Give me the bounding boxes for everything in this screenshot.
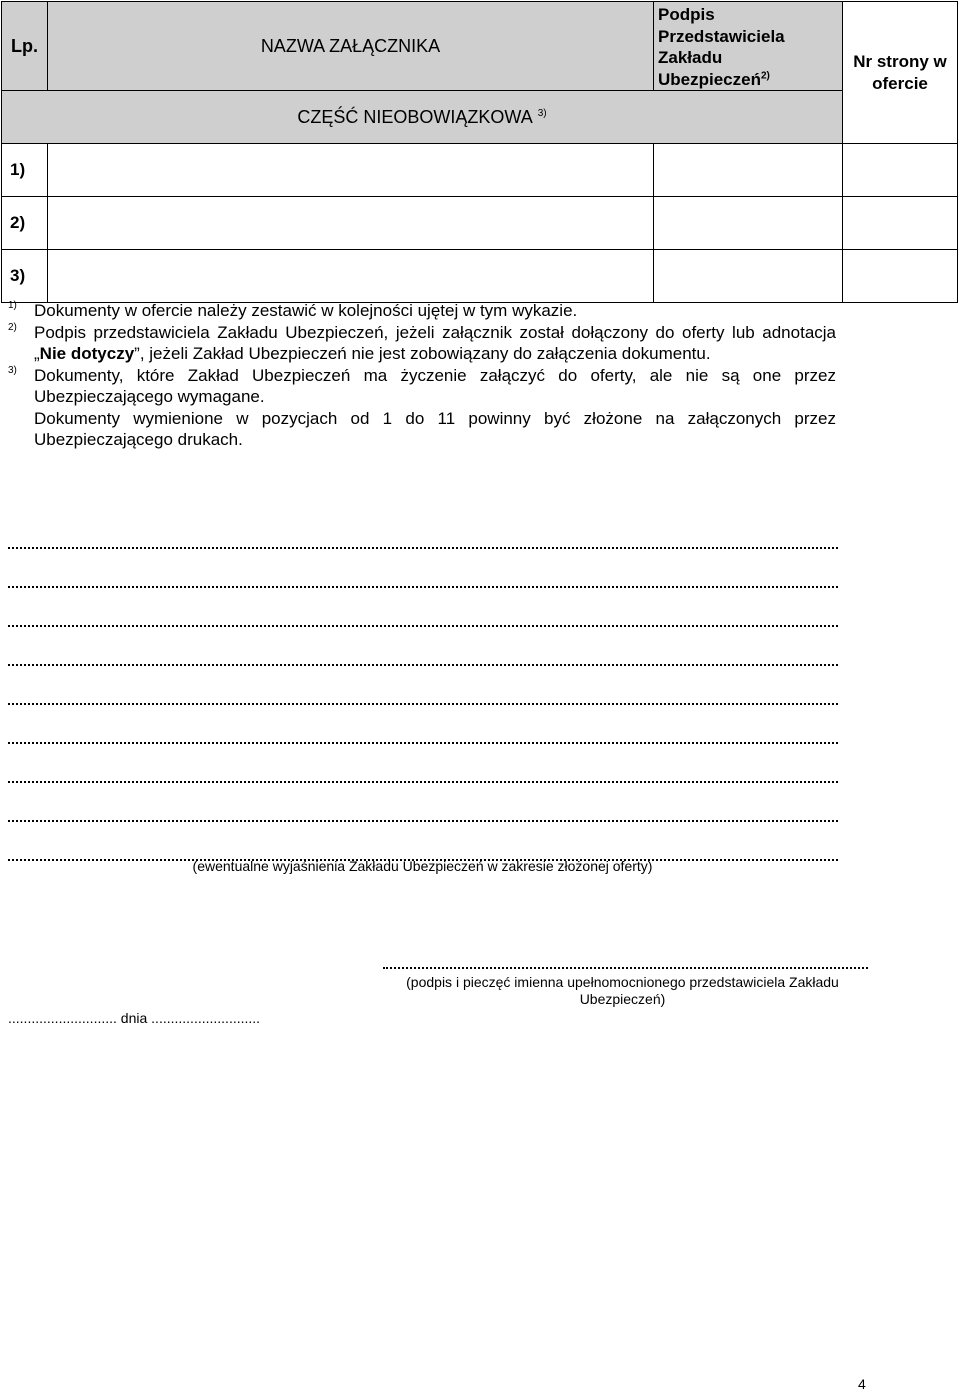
table-row — [2, 197, 958, 250]
footnote-2: 2) Podpis przedstawiciela Zakładu Ubezpieczeń, jeżeli załącznik został dołączony do oferty lub adnotacja „Nie dotyczy”, jeżeli Zakład Ubezpieczeń nie jest zobowiązany do załączenia dokumentu. — [8, 321, 836, 363]
dotted-line[interactable] — [8, 588, 838, 627]
header-page-number: Nr strony w ofercie — [843, 2, 958, 144]
dotted-line[interactable] — [8, 510, 838, 549]
dotted-line[interactable] — [8, 666, 838, 705]
row-number: 1) — [2, 144, 48, 197]
page-number: 4 — [858, 1376, 866, 1392]
header-attachment-name: NAZWA ZAŁĄCZNIKA — [48, 2, 654, 91]
dotted-line[interactable] — [8, 627, 838, 666]
row-page-cell[interactable] — [843, 197, 958, 250]
dotted-line[interactable] — [8, 783, 838, 822]
dotted-line[interactable] — [8, 822, 838, 861]
row-name-cell[interactable] — [48, 144, 654, 197]
row-signature-cell[interactable] — [654, 144, 843, 197]
signature-caption: (podpis i pieczęć imienna upełnomocnionego przedstawiciela Zakładu Ubezpieczeń) — [406, 974, 839, 1007]
date-line[interactable]: ............................ dnia ............................ — [8, 1010, 261, 1026]
row-name-cell[interactable] — [48, 250, 654, 303]
row-number: 2) — [2, 197, 48, 250]
row-signature-cell[interactable] — [654, 197, 843, 250]
footnote-3: 3) Dokumenty, które Zakład Ubezpieczeń ma życzenie załączyć do oferty, ale nie są one przez Ubezpieczającego wymagane. — [8, 364, 836, 406]
table-row — [2, 144, 958, 197]
dotted-line[interactable] — [8, 549, 838, 588]
row-name-cell[interactable] — [48, 197, 654, 250]
explanation-caption: (ewentualne wyjaśnienia Zakładu Ubezpieczeń w zakresie złożonej oferty) — [192, 858, 653, 874]
explanation-lines[interactable] — [8, 510, 838, 861]
signature-line[interactable] — [383, 955, 868, 969]
dotted-line[interactable] — [8, 705, 838, 744]
footnote-4: Dokumenty wymienione w pozycjach od 1 do 11 powinny być złożone na załączonych przez Ubezpieczającego drukach. — [34, 408, 836, 449]
header-signature: Podpis Przedstawiciela Zakładu Ubezpieczeń$^{2)}$ — [654, 2, 843, 91]
not-applicable-label: Nie dotyczy — [39, 344, 135, 363]
table-row — [2, 250, 958, 303]
dotted-line[interactable] — [8, 744, 838, 783]
footnote-1: 1) Dokumenty w ofercie należy zestawić w kolejności ujętej w tym wykazie. — [8, 300, 578, 320]
row-page-cell[interactable] — [843, 144, 958, 197]
row-signature-cell[interactable] — [654, 250, 843, 303]
footnotes — [6, 300, 836, 451]
row-number: 3) — [2, 250, 48, 303]
section-optional: CZĘŚĆ NIEOBOWIĄZKOWA $^{3)}$ — [2, 91, 843, 144]
row-page-cell[interactable] — [843, 250, 958, 303]
attachments-table — [1, 1, 958, 303]
header-lp: Lp. — [2, 2, 48, 91]
